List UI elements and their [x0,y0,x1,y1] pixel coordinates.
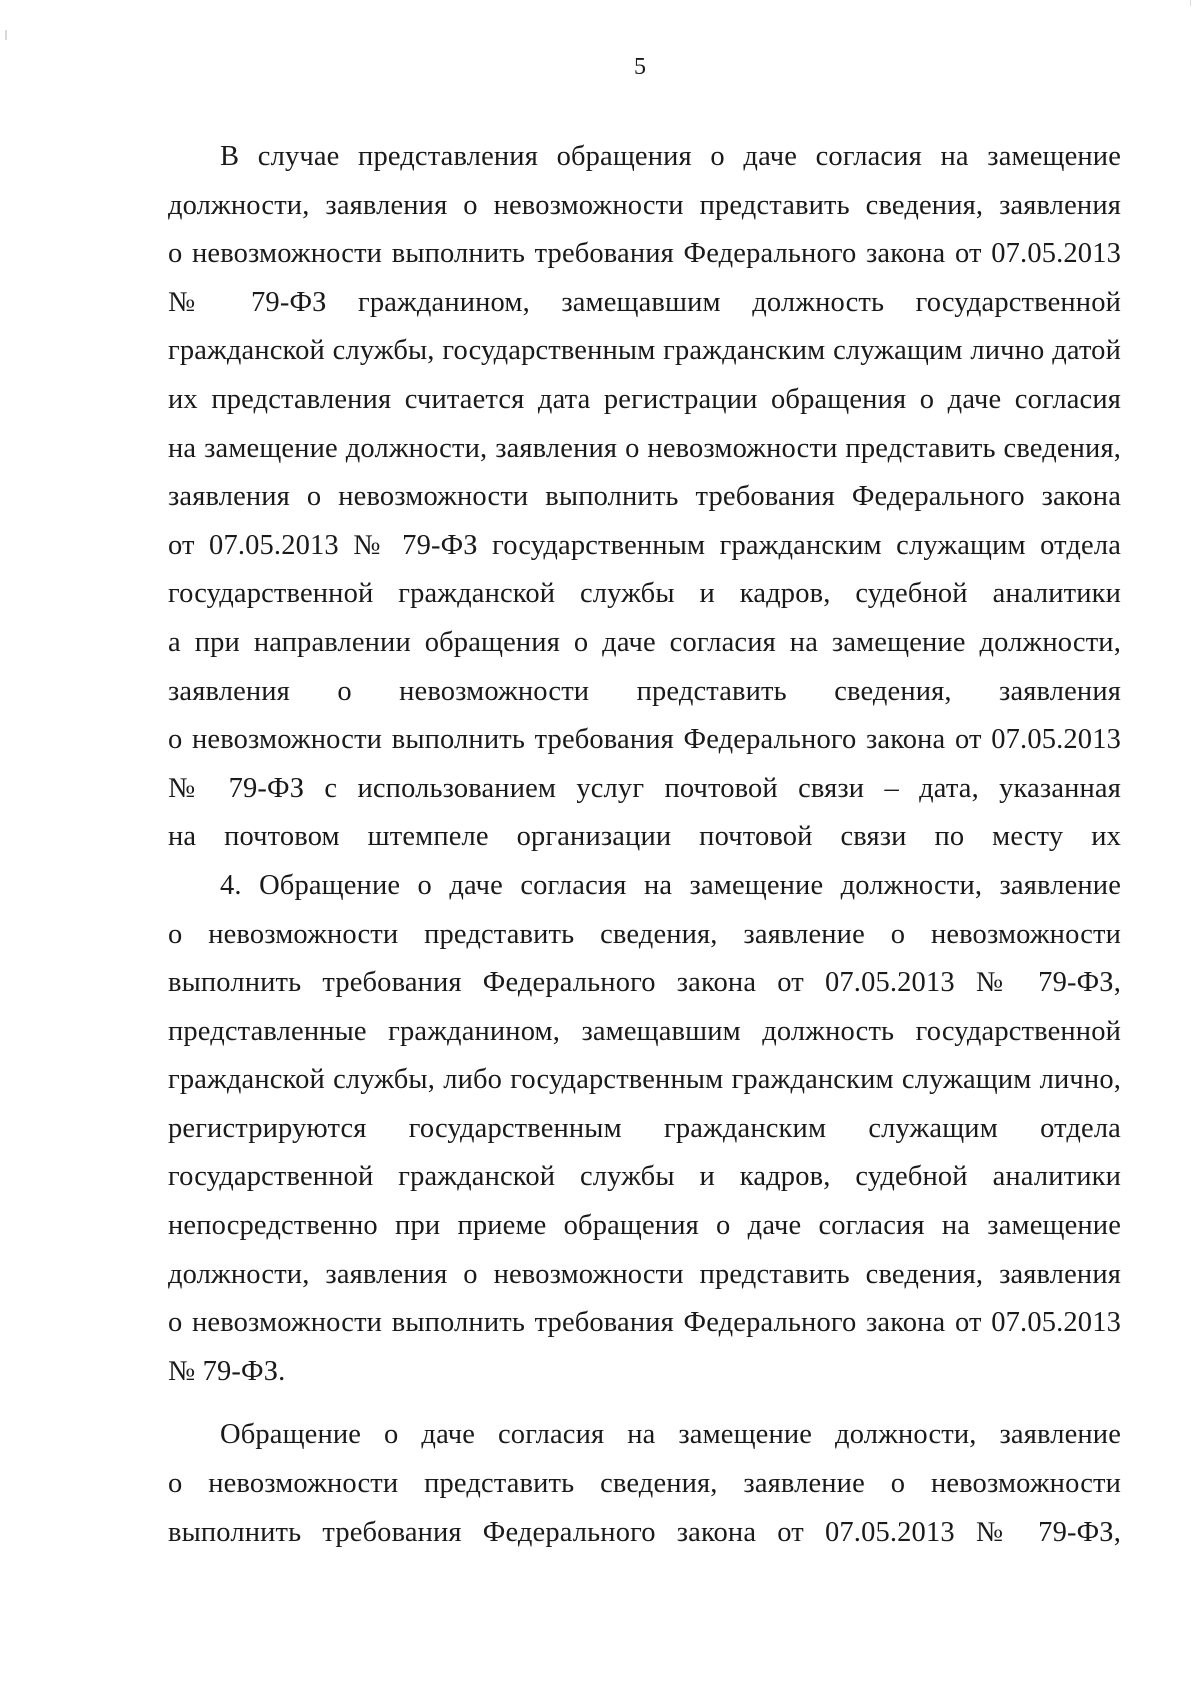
text-line: о невозможности выполнить требования Федерального закона от 07.05.2013 [168,724,1121,756]
text-line: их представления считается дата регистрации обращения о даче согласия [168,383,1121,415]
page-number: 5 [634,54,646,80]
text-line: представленные гражданином, замещавшим должность государственной [168,1015,1121,1047]
text-line: о невозможности выполнить требования Федерального закона от 07.05.2013 [168,238,1121,270]
text-line: а при направлении обращения о даче согласия на замещение должности, [168,626,1121,658]
paragraph-registration-date [168,133,1121,862]
text-line: на почтовом штемпеле организации почтовой связи по месту их [168,821,1121,853]
text-line: № 79-ФЗ с использованием услуг почтовой связи – дата, указанная [168,772,1121,804]
text-line: о невозможности представить сведения, заявление о невозможности [168,918,1121,950]
text-line: о невозможности представить сведения, заявление о невозможности [168,1468,1121,1500]
text-line: от 07.05.2013 № 79-ФЗ государственным гражданским служащим отдела [168,529,1121,561]
text-line: государственной гражданской службы и кадров, судебной аналитики [168,1161,1121,1193]
text-line: Обращение о даче согласия на замещение должности, заявление [220,1419,1121,1451]
text-line: о невозможности выполнить требования Федерального закона от 07.05.2013 [168,1307,1121,1339]
text-line: на замещение должности, заявления о невозможности представить сведения, [168,432,1121,464]
text-line: выполнить требования Федерального закона от 07.05.2013 № 79-ФЗ, [168,967,1121,999]
paragraph-item-4 [168,862,1121,1397]
text-line: 4. Обращение о даче согласия на замещение должности, заявление [220,869,1121,901]
text-line: В случае представления обращения о даче согласия на замещение [220,141,1121,172]
text-line: заявления о невозможности выполнить требования Федерального закона [168,481,1121,513]
text-line: непосредственно при приеме обращения о даче согласия на замещение [168,1210,1121,1242]
text-line: заявления о невозможности представить сведения, заявления [168,675,1121,707]
scan-artifact [5,30,7,40]
text-line: должности, заявления о невозможности представить сведения, заявления [168,1258,1121,1290]
scan-artifact [1190,0,1191,6]
text-line: № 79-ФЗ. [168,1355,286,1387]
text-line: выполнить требования Федерального закона от 07.05.2013 № 79-ФЗ, [168,1516,1121,1548]
text-line: № 79-ФЗ гражданином, замещавшим должность государственной [168,286,1121,318]
text-line: гражданской службы, государственным гражданским служащим лично датой [168,335,1121,367]
text-line: регистрируются государственным гражданским служащим отдела [168,1112,1121,1144]
text-line: гражданской службы, либо государственным гражданским служащим лично, [168,1064,1121,1096]
document-body [168,133,1121,1557]
text-line: государственной гражданской службы и кадров, судебной аналитики [168,578,1121,610]
paragraph-continued [168,1411,1121,1557]
text-line: должности, заявления о невозможности представить сведения, заявления [168,189,1121,221]
